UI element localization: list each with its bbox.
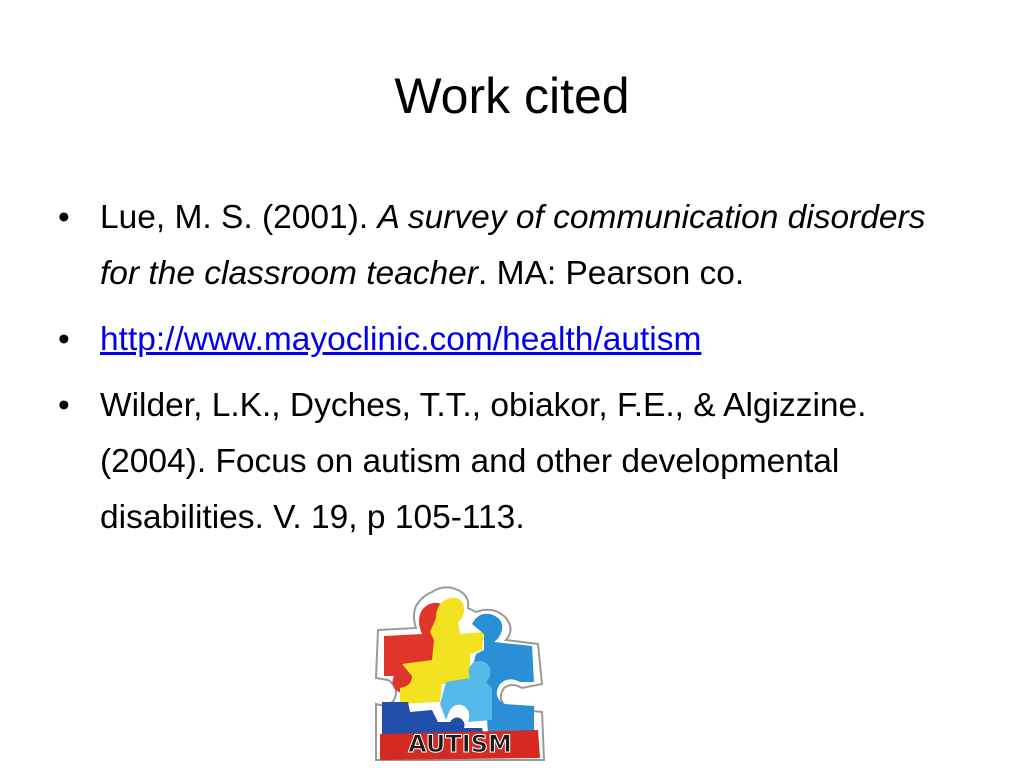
reference-publisher: . MA: Pearson co.: [477, 255, 745, 292]
reference-author: Lue, M. S. (2001).: [100, 199, 378, 236]
reference-item-wilder: [58, 378, 958, 546]
reference-list: [58, 190, 958, 556]
reference-item-mayoclinic: [58, 312, 958, 368]
bullet-icon: •: [58, 387, 70, 424]
reference-book-title: A survey of communication disorders for the classroom teacher: [100, 199, 926, 292]
autism-puzzle-logo: [372, 584, 548, 764]
reference-text: Wilder, L.K., Dyches, T.T., obiakor, F.E., & Algizzine. (2004). Focus on autism and other developmental disabilities. V. 19, p 105-113.: [100, 387, 867, 536]
mayoclinic-link[interactable]: http://www.mayoclinic.com/health/autism: [100, 321, 702, 358]
bullet-icon: •: [58, 321, 70, 358]
autism-logo-text: AUTISM: [408, 730, 512, 758]
reference-item-lue: [58, 190, 958, 302]
bullet-icon: •: [58, 199, 70, 236]
slide-title: Work cited: [394, 68, 630, 124]
